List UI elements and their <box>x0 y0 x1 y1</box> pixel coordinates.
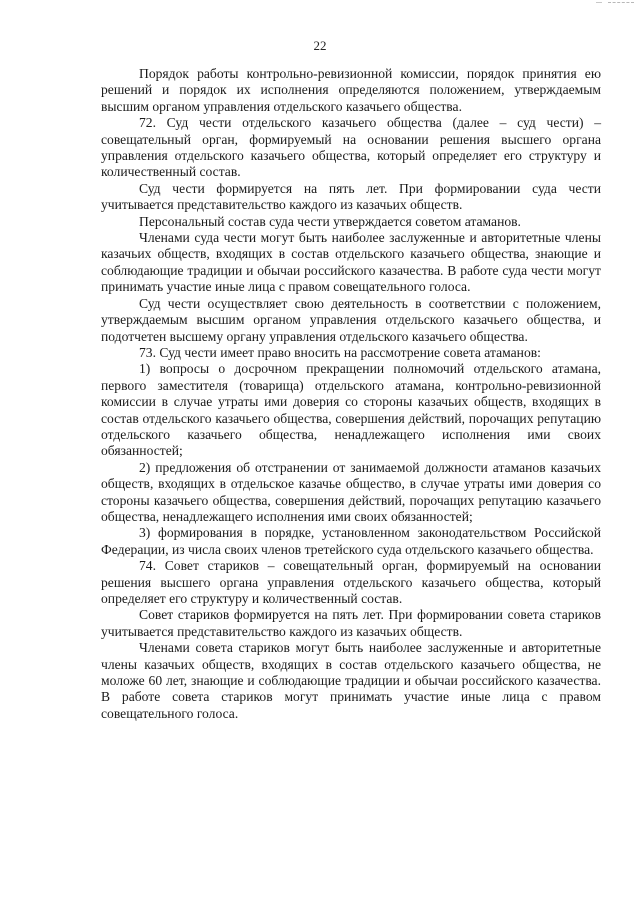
scan-mark <box>596 2 602 3</box>
paragraph-clause-73: 73. Суд чести имеет право вносить на рассмотрение совета атаманов: <box>139 344 541 360</box>
paragraph: Суд чести формируется на пять лет. При формировании суда чести учитывается представительство каждого из казачьих обществ. <box>101 180 601 213</box>
list-item: 1) вопросы о досрочном прекращении полномочий отдельского атамана, первого заместителя (товарища) отдельского атамана, контрольно-ревизионной комиссии в случае утраты ими доверия со стороны казачьих обществ, входящих в состав отдельского казачьего общества, совершения действий, порочащих репутацию отдельского казачьего общества, ненадлежащего исполнения ими своих обязанностей; <box>101 361 601 459</box>
paragraph: Суд чести осуществляет свою деятельность в соответствии с положением, утверждаемым высшим органом управления отдельского казачьего общества, и подотчетен высшему органу управления отдельского казачьего общества. <box>101 295 601 344</box>
scan-mark <box>608 2 634 3</box>
paragraph-clause-72: 72. Суд чести отдельского казачьего общества (далее – суд чести) – совещательный орган, формируемый на основании решения высшего органа управления отдельского казачьего общества, который определяет его структуру и количественный состав. <box>101 115 601 180</box>
document-body <box>101 66 601 722</box>
paragraph: Порядок работы контрольно-ревизионной комиссии, порядок принятия ею решений и порядок их исполнения определяются положением, утверждаемым высшим органом управления отдельского казачьего общества. <box>101 66 601 114</box>
paragraph: Членами суда чести могут быть наиболее заслуженные и авторитетные члены казачьих обществ, входящих в состав отдельского казачьего общества, знающие и соблюдающие традиции и обычаи российского казачества. В работе суда чести могут принимать участие иные лица с правом совещательного голоса. <box>101 230 601 295</box>
paragraph: Персональный состав суда чести утверждается советом атаманов. <box>139 213 521 229</box>
list-item: 3) формирования в порядке, установленном законодательством Российской Федерации, из числа своих членов третейского суда отдельского казачьего общества. <box>101 525 601 557</box>
paragraph: Членами совета стариков могут быть наиболее заслуженные и авторитетные члены казачьих обществ, входящих в состав отдельского казачьего общества, не моложе 60 лет, знающие и соблюдающие традиции и обычаи российского казачества. В работе совета стариков могут принимать участие иные лица с правом совещательного голоса. <box>101 640 601 721</box>
page-number: 22 <box>313 38 327 53</box>
paragraph-clause-74: 74. Совет стариков – совещательный орган, формируемый на основании решения высшего органа управления отдельского казачьего общества, который определяет его структуру и количественный состав. <box>101 558 601 606</box>
list-item: 2) предложения об отстранении от занимаемой должности атаманов казачьих обществ, входящих в отдельское казачье общество, в случае утраты ими доверия со стороны казачьего общества, совершения действий, порочащих репутацию казачьего общества, ненадлежащего исполнения ими своих обязанностей; <box>101 459 601 524</box>
paragraph: Совет стариков формируется на пять лет. При формировании совета стариков учитывается представительство каждого из казачьих обществ. <box>101 607 601 639</box>
